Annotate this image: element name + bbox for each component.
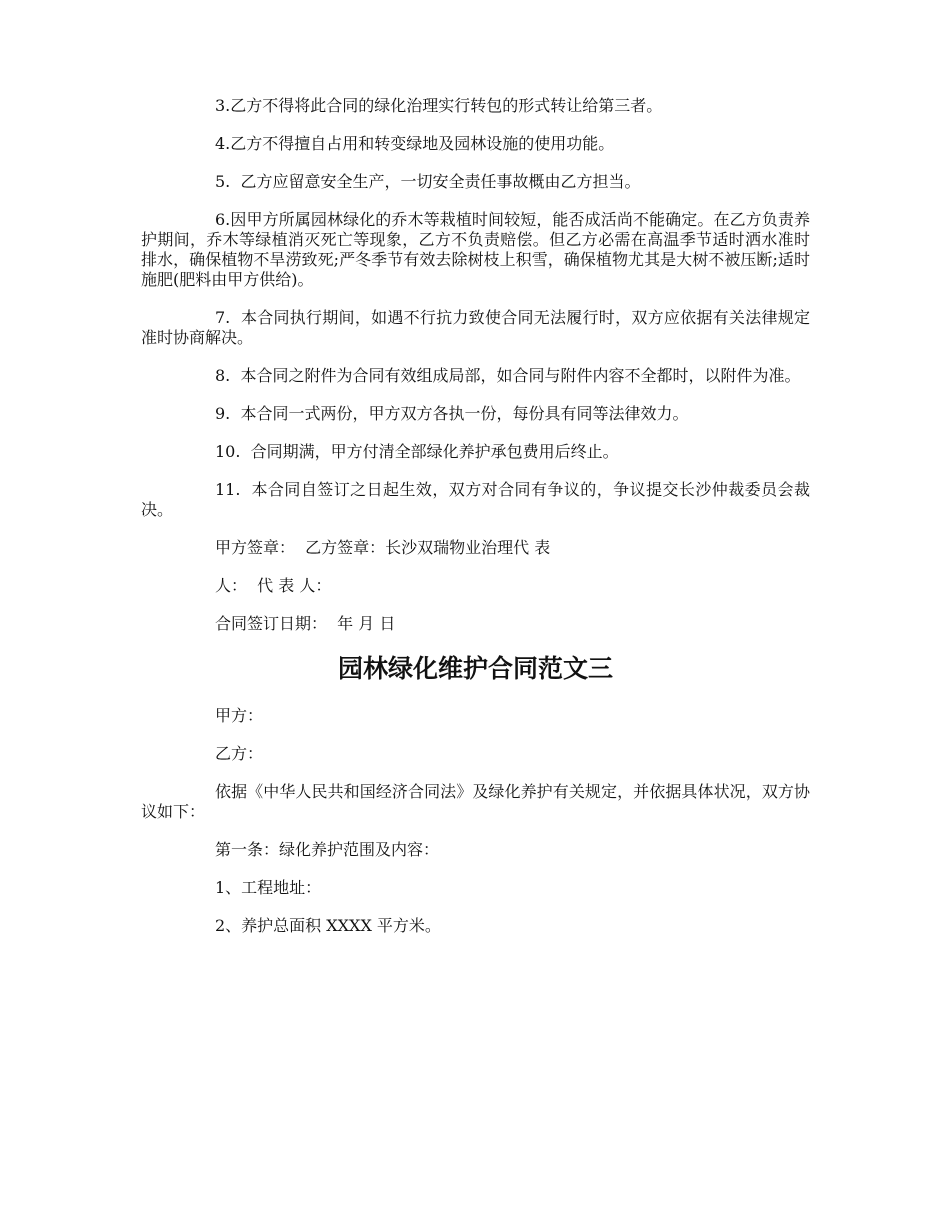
article-1-heading: 第一条：绿化养护范围及内容： <box>215 840 440 859</box>
section-title: 园林绿化维护合同范文三 <box>337 654 613 683</box>
document-body <box>141 96 810 954</box>
clause-3: 3.乙方不得将此合同的绿化治理实行转包的形式转让给第三者。 <box>215 96 663 115</box>
signature-line: 甲方签章： 乙方签章：长沙双瑞物业治理代 表 <box>215 538 551 557</box>
clause-8: 8. 本合同之附件为合同有效组成局部，如合同与附件内容不全都时，以附件为准。 <box>215 366 801 385</box>
clause-11: 11. 本合同自签订之日起生效，双方对合同有争议的，争议提交长沙仲裁委员会裁决。 <box>141 480 810 519</box>
clause-9: 9. 本合同一式两份，甲方双方各执一份，每份具有同等法律效力。 <box>215 404 689 423</box>
party-a-line: 甲方： <box>215 706 264 725</box>
clause-5: 5. 乙方应留意安全生产，一切安全责任事故概由乙方担当。 <box>215 172 641 191</box>
clause-10: 10. 合同期满，甲方付清全部绿化养护承包费用后终止。 <box>215 442 619 461</box>
clause-6: 6.因甲方所属园林绿化的乔木等栽植时间较短，能否成活尚不能确定。在乙方负责养护期间，乔木等绿植消灭死亡等现象，乙方不负责赔偿。但乙方必需在高温季节适时洒水准时排水，确保植物不旱涝致死;严冬季节有效去除树枝上积雪，确保植物尤其是大树不被压断;适时施肥(肥料由甲方供给)。 <box>141 210 810 289</box>
item-2-total-area: 2、养护总面积 XXXX 平方米。 <box>215 916 441 935</box>
party-b-line: 乙方： <box>215 744 264 763</box>
intro-paragraph: 依据《中华人民共和国经济合同法》及绿化养护有关规定，并依据具体状况，双方协议如下： <box>141 782 810 821</box>
item-1-project-address: 1、工程地址： <box>215 878 322 897</box>
representative-line: 人： 代 表 人： <box>215 576 332 595</box>
date-line: 合同签订日期： 年 月 日 <box>215 614 396 633</box>
clause-4: 4.乙方不得擅自占用和转变绿地及园林设施的使用功能。 <box>215 134 615 153</box>
clause-7: 7. 本合同执行期间，如遇不行抗力致使合同无法履行时，双方应依据有关法律规定准时协商解决。 <box>141 308 810 347</box>
